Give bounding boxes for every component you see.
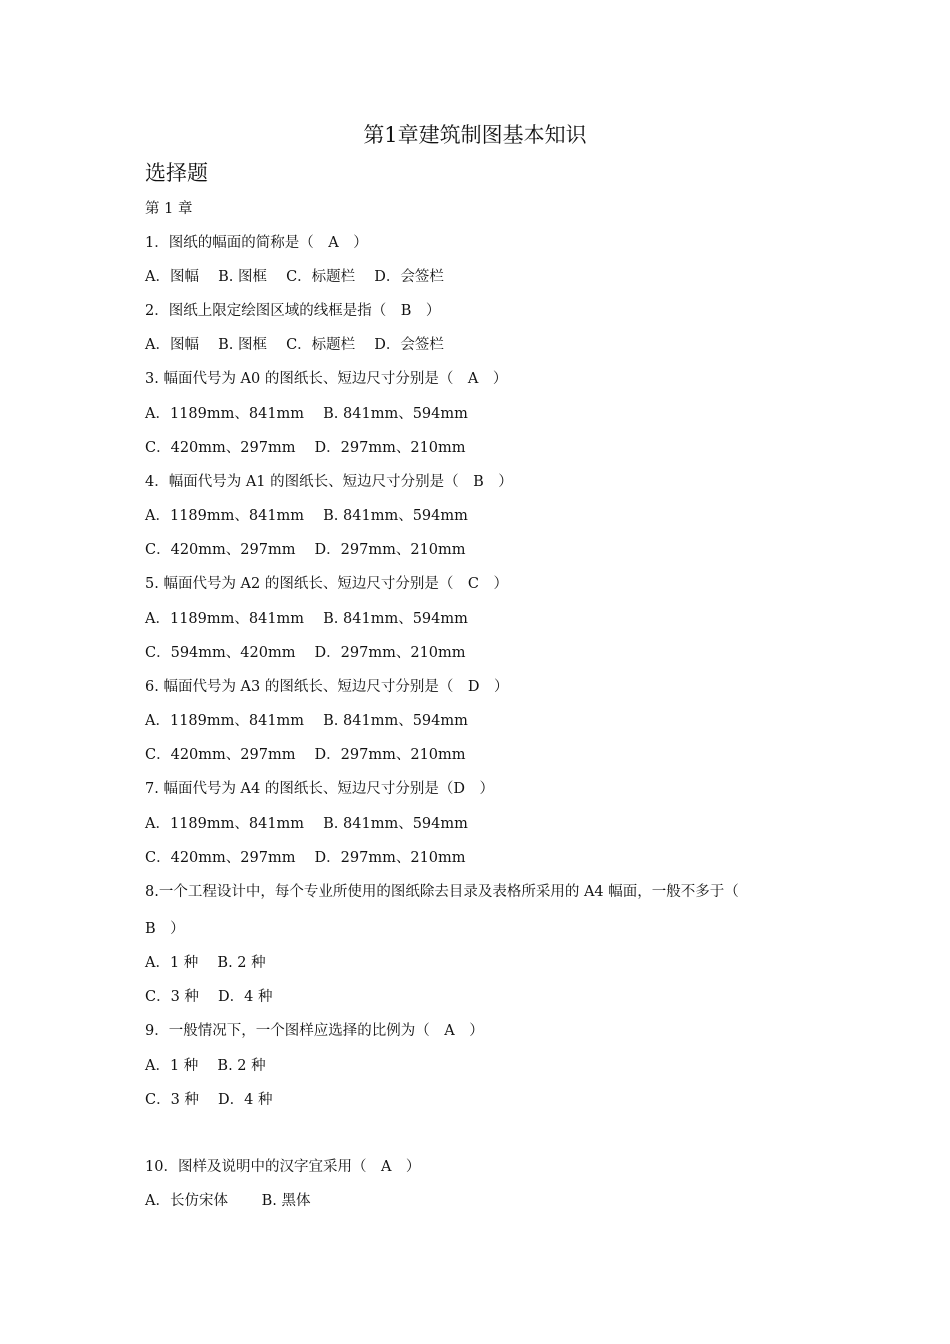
- options-line: A．1189mm、841mm B. 841mm、594mm: [145, 713, 468, 729]
- section-heading: 选择题: [145, 161, 208, 185]
- options-line: A．1 种 B. 2 种: [145, 955, 266, 971]
- options-line: A．图幅 B. 图框 C．标题栏 D．会签栏: [145, 337, 444, 353]
- question-line: 9．一般情况下，一个图样应选择的比例为（ A ）: [145, 1023, 484, 1039]
- options-line: C．420mm、297mm D．297mm、210mm: [145, 440, 466, 456]
- question-line: 6. 幅面代号为 A3 的图纸长、短边尺寸分别是（ D ）: [145, 679, 509, 695]
- question-line: 10．图样及说明中的汉字宜采用（ A ）: [145, 1159, 421, 1175]
- options-line: A．长仿宋体 B. 黑体: [145, 1193, 311, 1209]
- question-answer-continued: B ）: [145, 921, 185, 937]
- question-line: 7. 幅面代号为 A4 的图纸长、短边尺寸分别是（D ）: [145, 781, 494, 797]
- options-line: A．图幅 B. 图框 C．标题栏 D．会签栏: [145, 269, 444, 285]
- options-line: C．594mm、420mm D．297mm、210mm: [145, 645, 466, 661]
- options-line: A．1 种 B. 2 种: [145, 1058, 266, 1074]
- question-line: 4．幅面代号为 A1 的图纸长、短边尺寸分别是（ B ）: [145, 474, 513, 490]
- options-line: A．1189mm、841mm B. 841mm、594mm: [145, 611, 468, 627]
- options-line: A．1189mm、841mm B. 841mm、594mm: [145, 816, 468, 832]
- question-line: 1．图纸的幅面的简称是（ A ）: [145, 235, 368, 251]
- options-line: C．420mm、297mm D．297mm、210mm: [145, 542, 466, 558]
- document-title: 第1章建筑制图基本知识: [363, 123, 587, 147]
- options-line: A．1189mm、841mm B. 841mm、594mm: [145, 406, 468, 422]
- options-line: C．3 种 D．4 种: [145, 989, 273, 1005]
- chapter-label: 第 1 章: [145, 201, 193, 217]
- question-line: 2．图纸上限定绘图区域的线框是指（ B ）: [145, 303, 441, 319]
- options-line: A．1189mm、841mm B. 841mm、594mm: [145, 508, 468, 524]
- question-line: 3. 幅面代号为 A0 的图纸长、短边尺寸分别是（ A ）: [145, 371, 508, 387]
- question-line: 5. 幅面代号为 A2 的图纸长、短边尺寸分别是（ C ）: [145, 576, 508, 592]
- options-line: C．3 种 D．4 种: [145, 1092, 273, 1108]
- question-line: 8.一个工程设计中，每个专业所使用的图纸除去目录及表格所采用的 A4 幅面，一般不多于（: [145, 884, 739, 900]
- options-line: C．420mm、297mm D．297mm、210mm: [145, 850, 466, 866]
- options-line: C．420mm、297mm D．297mm、210mm: [145, 747, 466, 763]
